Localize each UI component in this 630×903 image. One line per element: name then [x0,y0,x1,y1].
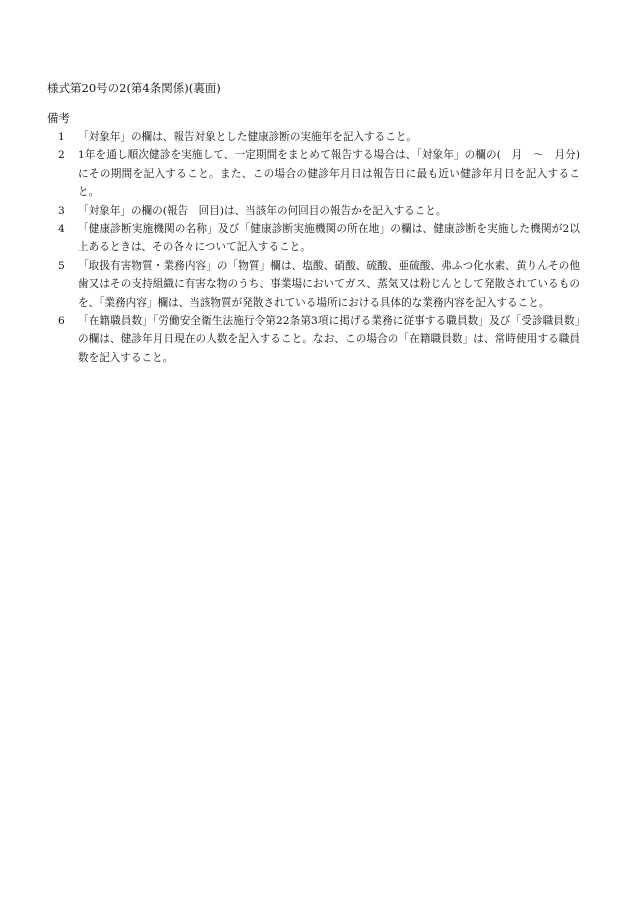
remark-number: 1 [58,131,65,143]
remark-item-6 [58,312,580,367]
remark-text: 「対象年」の欄は、報告対象とした健康診断の実施年を記入すること。 [78,131,417,143]
remark-number: 6 [58,315,65,328]
remark-text: 「在籍職員数」「労働安全衛生法施行令第22条第3項に掲げる業務に従事する職員数」及び「受診職員数」の欄は、健診年月日現在の人数を記入すること。なお、この場合の「在籍職員数」は、常時使用する職員数を記入すること。 [78,315,580,364]
remark-number: 2 [58,149,65,162]
remark-text: 1年を通し順次健診を実施して、一定期間をまとめて報告する場合は、「対象年」の欄の( 月 ～ 月分)にその期間を記入すること。また、この場合の健診年月日は報告日に最も近い健診年月日を記入すること。 [78,149,580,199]
remark-item-5 [58,257,580,312]
remark-number: 5 [58,259,65,272]
remarks-list [58,128,580,367]
remark-number: 4 [58,223,65,236]
remark-item-1 [58,128,580,146]
remark-item-2 [58,146,580,201]
remark-number: 3 [58,204,65,217]
remark-item-3 [58,202,580,220]
remark-text: 「対象年」の欄の(報告 回目)は、当該年の何回目の報告かを記入すること。 [78,204,447,217]
remarks-heading: 備考 [47,111,70,125]
form-title: 様式第20号の2(第4条関係)(裏面) [47,81,221,95]
remark-text: 「取扱有害物質・業務内容」の「物質」欄は、塩酸、硝酸、硫酸、亜硫酸、弗ふつ化水素、黄りんその他歯又はその支持組織に有害な物のうち、事業場においてガス、蒸気又は粉じんとして発散されているものを、「業務内容」欄は、当該物質が発散されている場所における具体的な業務内容を記入すること。 [78,259,580,309]
remark-text: 「健康診断実施機関の名称」及び「健康診断実施機関の所在地」の欄は、健康診断を実施した機関が2以上あるときは、その各々について記入すること。 [78,223,580,254]
remark-item-4 [58,220,580,257]
